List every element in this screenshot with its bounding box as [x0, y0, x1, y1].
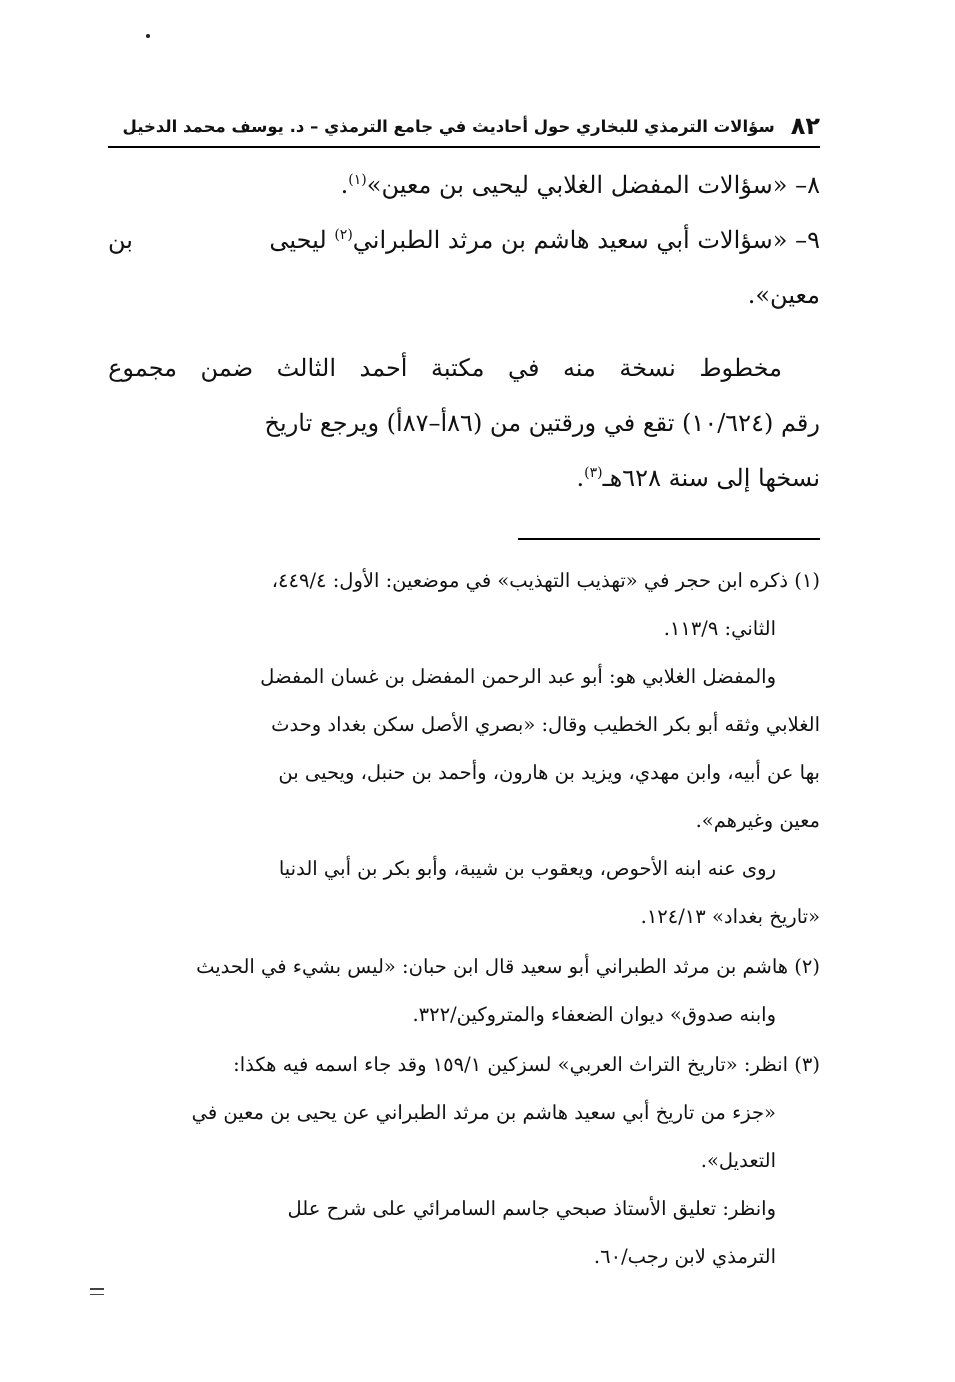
main-text: [108, 158, 820, 506]
footnote-1-para2-line-2: الغلابي وثقه أبو بكر الخطيب وقال: «بصري الأصل سكن بغداد وحدث: [271, 713, 820, 736]
item-8-text: ٨– «سؤالات المفضل الغلابي ليحيى بن معين»: [366, 171, 820, 199]
footnote-3-line-3: التعديل».: [700, 1149, 776, 1172]
footnote-3-line-1: (٣) انظر: «تاريخ التراث العربي» لسزكين ١٥٩/١ وقد جاء اسمه فيه هكذا:: [233, 1053, 820, 1076]
margin-mark: [90, 1288, 104, 1299]
paragraph-word: مخطوط: [699, 354, 782, 382]
footnote-1-para3-line-2: «تاريخ بغداد» ١٢٤/١٣.: [640, 905, 820, 928]
footnote-1-para2-line-1: والمفضل الغلابي هو: أبو عبد الرحمن المفضل بن غسان المفضل: [260, 665, 776, 688]
footnote-2-line-1: (٢) هاشم بن مرثد الطبراني أبو سعيد قال ابن حبان: «ليس بشيء في الحديث: [196, 955, 820, 978]
footnote-3-line-2: «جزء من تاريخ أبي سعيد هاشم بن مرثد الطبراني عن يحيى بن معين في: [191, 1101, 776, 1124]
paragraph-word: في: [507, 354, 540, 382]
footnote-1-line-1: (١) ذكره ابن حجر في «تهذيب التهذيب» في موضعين: الأول: ٤٤٩/٤،: [271, 569, 820, 592]
footnotes: [108, 557, 820, 1281]
item-8: [108, 158, 820, 213]
ink-speck: [146, 34, 150, 38]
paragraph-word: الثالث: [276, 354, 336, 382]
footnote-2-line-2: وابنه صدوق» ديوان الضعفاء والمتروكين/٣٢٢.: [412, 1003, 776, 1026]
item-9-line-2: معين».: [747, 281, 820, 309]
paragraph-line-3-text: نسخها إلى سنة ٦٢٨هـ: [602, 464, 820, 492]
item-9-text: [269, 213, 820, 268]
page-number: ٨٢: [790, 112, 820, 140]
footnote-1-line-2: الثاني: ١١٣/٩.: [663, 617, 776, 640]
paragraph-line-3: [108, 451, 820, 506]
footnote-ref-3: (٣): [584, 465, 603, 481]
paragraph-word: مكتبة: [430, 354, 485, 382]
paragraph-word: مجموع: [108, 354, 178, 382]
paragraph-word: منه: [562, 354, 596, 382]
item-9-part-a: ٩– «سؤالات أبي سعيد هاشم بن مرثد الطبراني: [352, 226, 820, 254]
paragraph-word: نسخة: [619, 354, 676, 382]
running-header: [108, 108, 820, 144]
paragraph-line-1: [108, 341, 820, 396]
footnote-1-para2-line-3: بها عن أبيه، وابن مهدي، ويزيد بن هارون، وأحمد بن حنبل، ويحيى بن: [278, 761, 820, 784]
footnote-1-para3-line-1: روى عنه ابنه الأحوص، ويعقوب بن شيبة، وأبو بكر بن أبي الدنيا: [278, 857, 776, 880]
footnote-3-para2-line-1: وانظر: تعليق الأستاذ صبحي جاسم السامرائي على شرح علل: [287, 1197, 776, 1220]
header-rule: [108, 146, 820, 148]
manuscript-paragraph: [108, 341, 820, 506]
running-title: سؤالات الترمذي للبخاري حول أحاديث في جامع الترمذي – د. يوسف محمد الدخيل: [122, 116, 775, 136]
footnote-ref-1: (١): [348, 172, 367, 188]
footnote-1-para2-line-4: معين وغيرهم».: [695, 809, 820, 832]
item-8-end: .: [340, 171, 349, 199]
footnote-separator: [518, 538, 820, 540]
item-9-part-c: بن: [108, 226, 133, 254]
item-9-part-b: ليحيى: [269, 226, 335, 254]
paragraph-word: أحمد: [359, 354, 408, 382]
paragraph-line-2: رقم (١٠/٦٢٤) تقع في ورقتين من (٨٦أ–٨٧أ) ويرجع تاريخ: [264, 409, 820, 437]
footnote-3-para2-line-2: الترمذي لابن رجب/٦٠.: [593, 1245, 776, 1268]
paragraph-line-3-end: .: [576, 464, 585, 492]
paragraph-word: ضمن: [200, 354, 254, 382]
footnote-ref-2: (٢): [334, 227, 353, 243]
item-9-line-1: [108, 213, 820, 268]
